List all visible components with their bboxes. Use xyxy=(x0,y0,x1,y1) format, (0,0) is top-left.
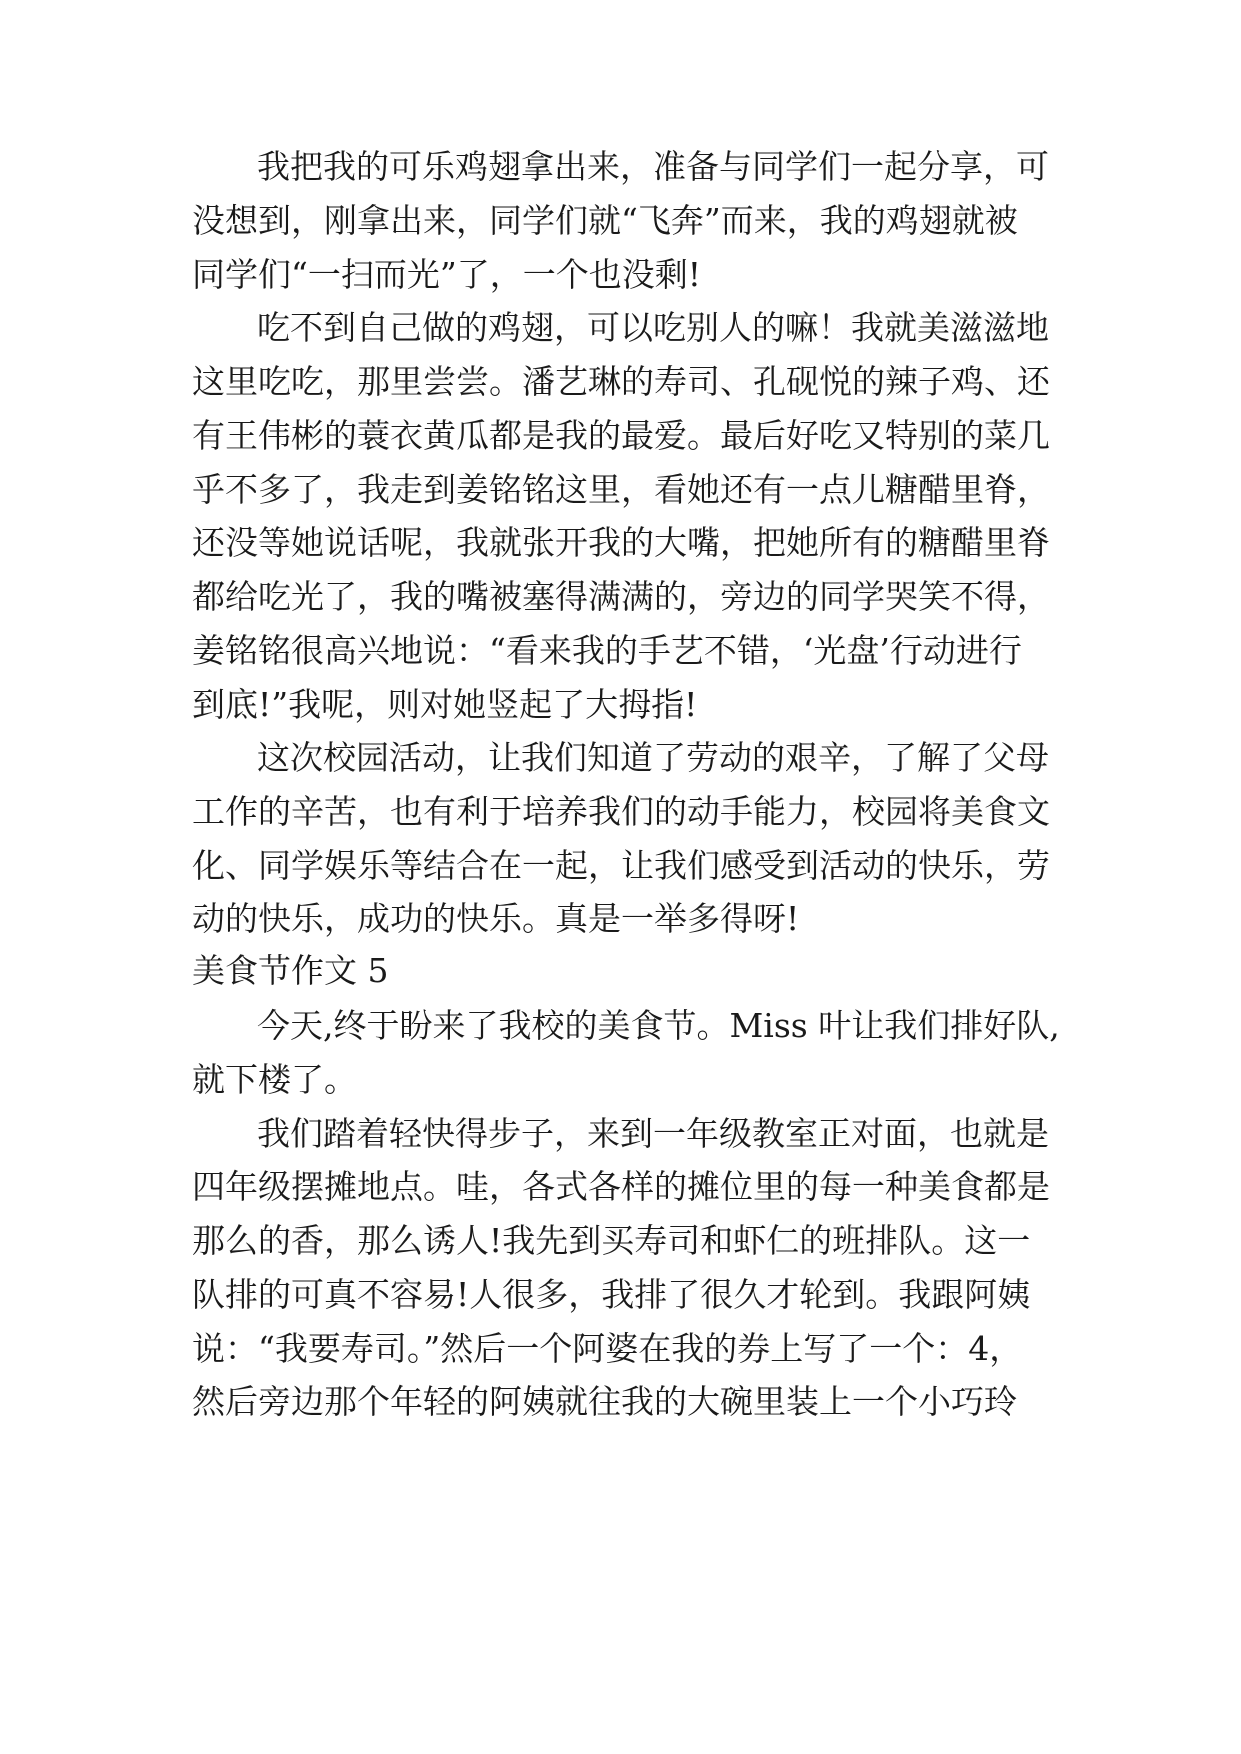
paragraph-line: 就下楼了。 xyxy=(192,1060,357,1099)
paragraph-line: 没想到，刚拿出来，同学们就“飞奔”而来，我的鸡翅就被 xyxy=(192,201,1018,240)
paragraph-line: 化、同学娱乐等结合在一起，让我们感受到活动的快乐，劳 xyxy=(192,846,1050,885)
paragraph-line: 乎不多了，我走到姜铭铭这里，看她还有一点儿糖醋里脊， xyxy=(192,470,1050,509)
paragraph-line: 队排的可真不容易!人很多，我排了很久才轮到。我跟阿姨 xyxy=(192,1275,1031,1314)
paragraph-line: 姜铭铭很高兴地说：“看来我的手艺不错，‘光盘’行动进行 xyxy=(192,631,1022,670)
paragraph-line: 这里吃吃，那里尝尝。潘艺琳的寿司、孔砚悦的辣子鸡、还 xyxy=(192,362,1050,401)
paragraph-line: 动的快乐，成功的快乐。真是一举多得呀! xyxy=(192,899,800,938)
paragraph-line: 我们踏着轻快得步子，来到一年级教室正对面，也就是 xyxy=(257,1114,1049,1153)
paragraph-line: 同学们“一扫而光”了，一个也没剩! xyxy=(192,255,702,294)
paragraph-line: 有王伟彬的蓑衣黄瓜都是我的最爱。最后好吃又特别的菜几 xyxy=(192,416,1050,455)
section-heading: 美食节作文 5 xyxy=(192,951,389,990)
paragraph-line: 我把我的可乐鸡翅拿出来，准备与同学们一起分享，可 xyxy=(257,147,1049,186)
paragraph-line: 这次校园活动，让我们知道了劳动的艰辛，了解了父母 xyxy=(257,738,1049,777)
paragraph-line: 四年级摆摊地点。哇，各式各样的摊位里的每一种美食都是 xyxy=(192,1167,1050,1206)
paragraph-line: 说：“我要寿司。”然后一个阿婆在我的券上写了一个：4， xyxy=(192,1329,1023,1368)
paragraph-line: 到底!”我呢，则对她竖起了大拇指! xyxy=(192,685,698,724)
paragraph-line: 然后旁边那个年轻的阿姨就往我的大碗里装上一个小巧玲 xyxy=(192,1382,1017,1421)
paragraph-line: 吃不到自己做的鸡翅，可以吃别人的嘛！我就美滋滋地 xyxy=(257,308,1049,347)
paragraph-line: 工作的辛苦，也有利于培养我们的动手能力，校园将美食文 xyxy=(192,792,1050,831)
paragraph-line: 那么的香，那么诱人!我先到买寿司和虾仁的班排队。这一 xyxy=(192,1221,1031,1260)
paragraph-line: 还没等她说话呢，我就张开我的大嘴，把她所有的糖醋里脊 xyxy=(192,523,1050,562)
paragraph-line: 都给吃光了，我的嘴被塞得满满的，旁边的同学哭笑不得， xyxy=(192,577,1050,616)
paragraph-line: 今天,终于盼来了我校的美食节。Miss 叶让我们排好队, xyxy=(257,1006,1060,1045)
